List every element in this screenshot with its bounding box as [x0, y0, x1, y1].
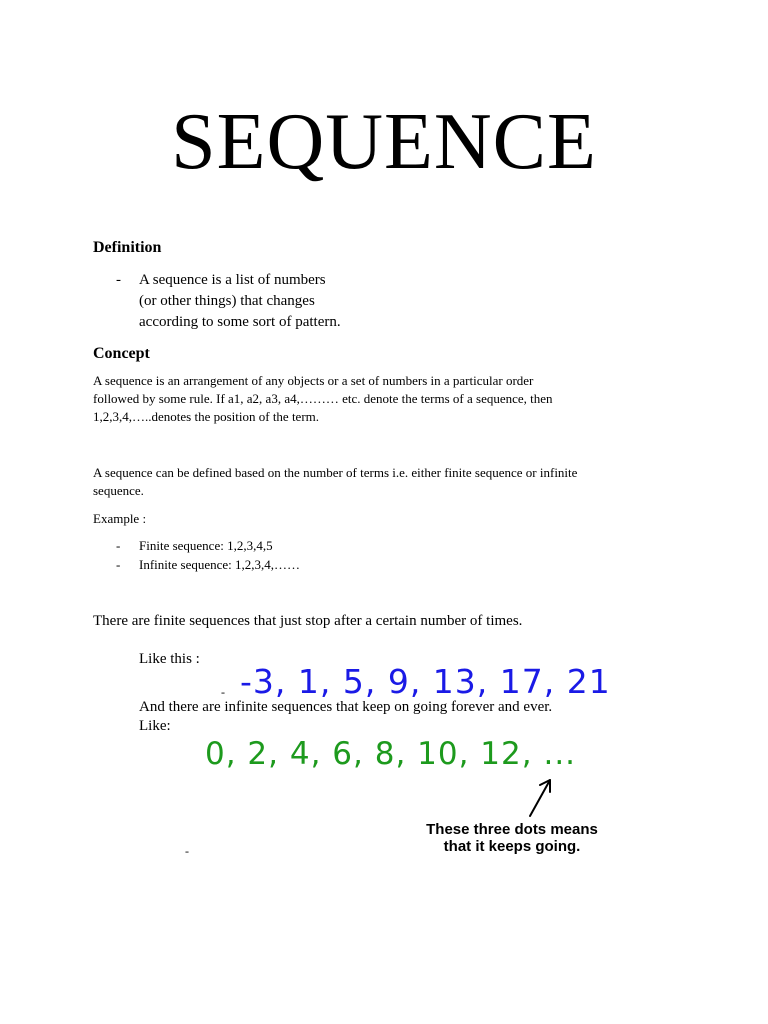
- paragraph-line: A sequence can be defined based on the number of terms i.e. either finite sequence or infinite: [93, 465, 578, 480]
- definition-text: [139, 270, 341, 333]
- paragraph-line: sequence.: [93, 483, 144, 498]
- paragraph-line: followed by some rule. If a1, a2, a3, a4,……… etc. denote the terms of a sequence, then: [93, 391, 553, 406]
- finite-intro: There are finite sequences that just stop after a certain number of times.: [93, 613, 523, 629]
- concept-heading: Concept: [93, 345, 150, 362]
- like-label: Like:: [139, 718, 171, 734]
- annotation-line: These three dots means: [426, 821, 598, 838]
- definition-line: according to some sort of pattern.: [139, 314, 341, 330]
- definition-bullet: -: [116, 272, 121, 288]
- concept-paragraph-1: [93, 372, 553, 426]
- paragraph-line: 1,2,3,4,…..denotes the position of the term.: [93, 409, 320, 424]
- annotation-line: that it keeps going.: [443, 838, 581, 855]
- list-item-dash: -: [116, 538, 121, 553]
- infinite-intro: And there are infinite sequences that keep on going forever and ever.: [139, 699, 553, 715]
- finite-sequence-example: -3, 1, 5, 9, 13, 17, 21: [240, 662, 611, 701]
- infinite-sequence-example: 0, 2, 4, 6, 8, 10, 12, ...: [205, 736, 577, 772]
- list-item: Infinite sequence: 1,2,3,4,……: [139, 557, 301, 572]
- stray-dash: -: [221, 685, 225, 699]
- page-title: SEQUENCE: [171, 98, 597, 186]
- example-label: Example :: [93, 511, 147, 526]
- stray-dash: -: [185, 844, 189, 858]
- paragraph-line: A sequence is an arrangement of any objects or a set of numbers in a particular order: [93, 373, 534, 388]
- definition-line: (or other things) that changes: [139, 293, 315, 309]
- arrow-icon: [526, 776, 556, 818]
- like-this-label: Like this :: [139, 651, 200, 667]
- dots-annotation: [392, 821, 632, 855]
- list-item-dash: -: [116, 557, 121, 572]
- definition-line: A sequence is a list of numbers: [139, 272, 326, 288]
- definition-heading: Definition: [93, 239, 162, 256]
- list-item: Finite sequence: 1,2,3,4,5: [139, 538, 273, 553]
- concept-paragraph-2: [93, 464, 577, 500]
